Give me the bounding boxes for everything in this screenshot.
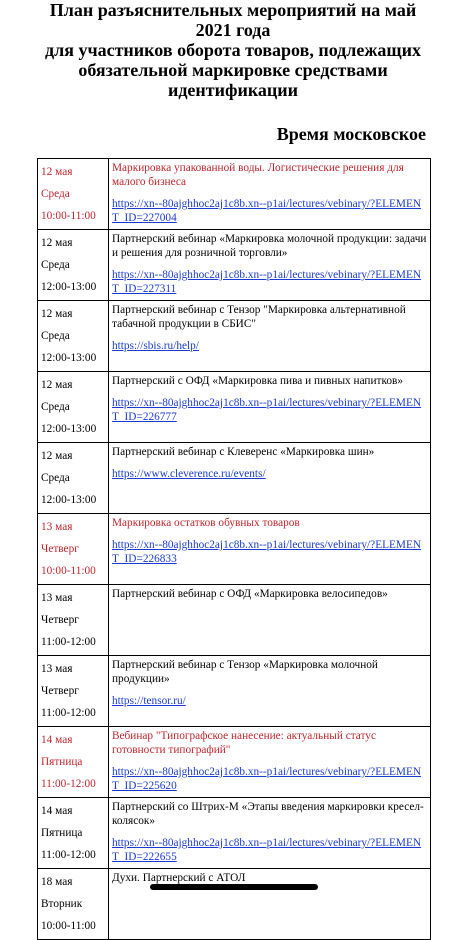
- event-title: Партнерский со Штрих-М «Этапы введения маркировки кресел-колясок»: [112, 801, 424, 827]
- event-day: Среда: [41, 188, 70, 200]
- event-time: 12:00-13:00: [41, 352, 97, 364]
- event-date: 12 мая: [41, 237, 73, 249]
- page-title: [0, 0, 466, 100]
- event-title: Партнерский вебинар с Тензор «Маркировка молочной продукции»: [112, 659, 378, 685]
- event-time: 10:00-11:00: [41, 565, 96, 577]
- event-time: 11:00-12:00: [41, 849, 96, 861]
- event-day: Четверг: [41, 543, 79, 555]
- event-date-cell: [38, 301, 109, 372]
- event-info-cell: [109, 372, 431, 443]
- event-time: 12:00-13:00: [41, 281, 97, 293]
- event-info-cell: [109, 656, 431, 727]
- home-indicator[interactable]: [150, 884, 318, 890]
- event-link[interactable]: https://xn--80ajghhoc2aj1c8b.xn--p1ai/lectures/vebinary/?ELEMENT_ID=222655: [112, 837, 422, 863]
- event-date-cell: [38, 159, 109, 230]
- event-date: 13 мая: [41, 663, 73, 675]
- table-row: [38, 514, 431, 585]
- table-row: [38, 159, 431, 230]
- event-date: 14 мая: [41, 734, 73, 746]
- table-row: [38, 798, 431, 869]
- event-title: Духи. Партнерский с АТОЛ: [112, 872, 246, 884]
- event-day: Среда: [41, 259, 70, 271]
- table-row: [38, 585, 431, 656]
- event-day: Вторник: [41, 898, 83, 910]
- title-line: для участников оборота товаров, подлежащих: [45, 40, 421, 60]
- event-title: Маркировка остатков обувных товаров: [112, 517, 300, 529]
- event-day: Пятница: [41, 827, 83, 839]
- event-time: 11:00-12:00: [41, 778, 96, 790]
- event-day: Четверг: [41, 685, 79, 697]
- event-time: 11:00-12:00: [41, 636, 96, 648]
- event-date-cell: [38, 585, 109, 656]
- table-row: [38, 230, 431, 301]
- event-time: 10:00-11:00: [41, 920, 96, 932]
- event-title: Партнерский с ОФД «Маркировка пива и пивных напитков»: [112, 375, 404, 387]
- event-time: 12:00-13:00: [41, 494, 97, 506]
- event-date: 12 мая: [41, 450, 73, 462]
- event-info-cell: [109, 869, 431, 940]
- event-link[interactable]: https://xn--80ajghhoc2aj1c8b.xn--p1ai/lectures/vebinary/?ELEMENT_ID=227004: [112, 198, 422, 224]
- event-date-cell: [38, 798, 109, 869]
- event-title: Партнерский вебинар с ОФД «Маркировка велосипедов»: [112, 588, 388, 600]
- event-info-cell: [109, 585, 431, 656]
- event-info-cell: [109, 514, 431, 585]
- event-link[interactable]: https://xn--80ajghhoc2aj1c8b.xn--p1ai/lectures/vebinary/?ELEMENT_ID=227311: [112, 269, 422, 295]
- event-info-cell: [109, 727, 431, 798]
- event-time: 12:00-13:00: [41, 423, 97, 435]
- event-time: 10:00-11:00: [41, 210, 96, 222]
- event-date: 12 мая: [41, 379, 73, 391]
- event-date: 12 мая: [41, 308, 73, 320]
- event-day: Среда: [41, 401, 70, 413]
- event-title: Вебинар "Типографское нанесение: актуальный статус готовности типографий": [112, 730, 376, 756]
- event-info-cell: [109, 798, 431, 869]
- event-title: Партнерский вебинар с Клеверенс «Маркировка шин»: [112, 446, 375, 458]
- table-row: [38, 869, 431, 940]
- event-day: Пятница: [41, 756, 83, 768]
- event-info-cell: [109, 159, 431, 230]
- event-date: 13 мая: [41, 521, 73, 533]
- event-link[interactable]: https://tensor.ru/: [112, 695, 186, 707]
- event-link[interactable]: https://xn--80ajghhoc2aj1c8b.xn--p1ai/lectures/vebinary/?ELEMENT_ID=226833: [112, 539, 422, 565]
- title-line: обязательной маркировке средствами: [78, 60, 388, 80]
- event-date: 18 мая: [41, 876, 73, 888]
- event-date: 13 мая: [41, 592, 73, 604]
- event-time: 11:00-12:00: [41, 707, 96, 719]
- event-day: Четверг: [41, 614, 79, 626]
- event-link[interactable]: https://xn--80ajghhoc2aj1c8b.xn--p1ai/lectures/vebinary/?ELEMENT_ID=225620: [112, 766, 422, 792]
- event-title: Партнерский вебинар с Тензор "Маркировка альтернативной табачной продукции в СБИС": [112, 304, 406, 330]
- event-link[interactable]: https://sbis.ru/help/: [112, 340, 199, 352]
- table-row: [38, 372, 431, 443]
- event-date-cell: [38, 372, 109, 443]
- event-date-cell: [38, 230, 109, 301]
- event-info-cell: [109, 230, 431, 301]
- event-title: Маркировка упакованной воды. Логистические решения для малого бизнеса: [112, 162, 404, 188]
- event-link[interactable]: https://xn--80ajghhoc2aj1c8b.xn--p1ai/lectures/vebinary/?ELEMENT_ID=226777: [112, 397, 422, 423]
- table-row: [38, 656, 431, 727]
- event-link[interactable]: https://www.cleverence.ru/events/: [112, 468, 266, 480]
- event-date-cell: [38, 727, 109, 798]
- events-table: [37, 158, 431, 940]
- table-row: [38, 727, 431, 798]
- event-date-cell: [38, 656, 109, 727]
- event-date-cell: [38, 443, 109, 514]
- event-info-cell: [109, 443, 431, 514]
- event-info-cell: [109, 301, 431, 372]
- event-day: Среда: [41, 330, 70, 342]
- event-title: Партнерский вебинар «Маркировка молочной продукции: задачи и решения для розничной торговли»: [112, 233, 427, 259]
- timezone-note: Время московское: [276, 124, 426, 144]
- table-row: [38, 301, 431, 372]
- title-line: идентификации: [167, 80, 299, 100]
- title-line: 2021 года: [195, 20, 271, 40]
- events-table-body: [38, 159, 431, 940]
- event-date-cell: [38, 869, 109, 940]
- title-line: План разъяснительных мероприятий на май: [49, 0, 417, 20]
- table-row: [38, 443, 431, 514]
- event-date-cell: [38, 514, 109, 585]
- event-day: Среда: [41, 472, 70, 484]
- event-date: 12 мая: [41, 166, 73, 178]
- event-date: 14 мая: [41, 805, 73, 817]
